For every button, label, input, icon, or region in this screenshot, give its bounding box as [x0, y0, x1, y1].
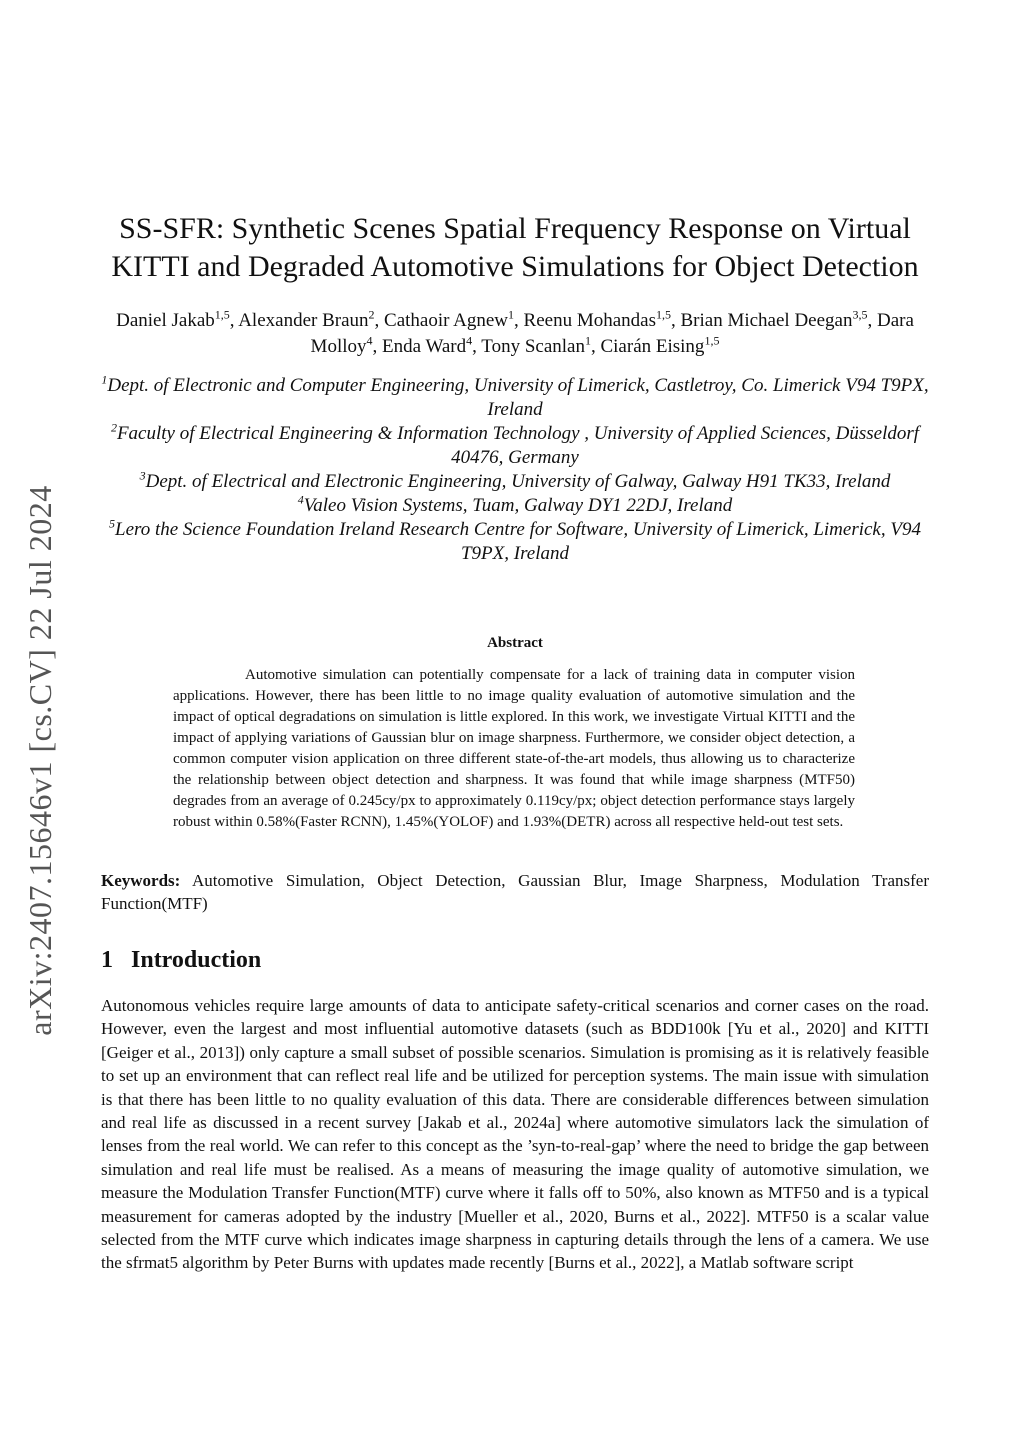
affiliation: $^1$Dept. of Electronic and Computer Engineering, University of Limerick, Castletroy, Co. Limerick V94 T9PX, Ireland — [101, 372, 929, 420]
author-list — [101, 308, 929, 360]
arxiv-sidebar-stamp — [16, 460, 64, 1060]
keywords-text: Automotive Simulation, Object Detection, Gaussian Blur, Image Sharpness, Modulation Transfer Function(MTF) — [101, 871, 929, 913]
author: Enda Ward$^4$, — [382, 333, 482, 357]
affiliation: $^3$Dept. of Electrical and Electronic Engineering, University of Galway, Galway H91 TK33, Ireland — [139, 468, 891, 492]
author: Alexander Braun$^2$, — [238, 307, 385, 331]
title-line-2: KITTI and Degraded Automotive Simulations for Object Detection — [111, 250, 919, 283]
author: Ciarán Eising$^{1,5}$ — [600, 333, 720, 357]
affiliation: $^4$Valeo Vision Systems, Tuam, Galway DY1 22DJ, Ireland — [297, 492, 733, 516]
keywords — [101, 869, 929, 915]
arxiv-identifier: arXiv:2407.15646v1 [cs.CV] 22 Jul 2024 — [21, 484, 58, 1036]
affiliation: $^5$Lero the Science Foundation Ireland Research Centre for Software, University of Limerick, Limerick, V94 T9PX, Ireland — [109, 516, 921, 564]
author: Tony Scanlan$^1$, — [481, 333, 601, 357]
author: Daniel Jakab$^{1,5}$, — [116, 307, 239, 331]
affiliation: $^2$Faculty of Electrical Engineering & Information Technology , University of Applied Sciences, Düsseldorf 40476, Germany — [110, 420, 920, 468]
author: Dara Molloy$^4$, — [310, 310, 914, 357]
abstract-body: Automotive simulation can potentially compensate for a lack of training data in computer vision applications. However, there has been little to no image quality evaluation of automotive simulation and the impact of optical degradations on simulation is little explored. In this work, we investigate Virtual KITTI and the impact of applying variations of Gaussian blur on image sharpness. Furthermore, we consider object detection, a common computer vision application on three different state-of-the-art models, thus allowing us to characterize the relationship between object detection and sharpness. It was found that while image sharpness (MTF50) degrades from an average of 0.245cy/px to approximately 0.119cy/px; object detection performance stays largely robust within 0.58%(Faster RCNN), 1.45%(YOLOF) and 1.93%(DETR) across all respective held-out test sets. — [173, 667, 855, 830]
section-heading — [101, 947, 261, 974]
section-title: Introduction — [131, 947, 262, 973]
title-line-1: SS-SFR: Synthetic Scenes Spatial Frequency Response on Virtual — [119, 212, 911, 245]
keywords-label: Keywords: — [101, 871, 181, 890]
section-number: 1 — [101, 947, 113, 973]
affiliation-list — [101, 374, 929, 566]
abstract-heading: Abstract — [487, 635, 543, 651]
author: Reenu Mohandas$^{1,5}$, — [523, 307, 681, 331]
author: Brian Michael Deegan$^{3,5}$, — [680, 307, 877, 331]
intro-paragraph: Autonomous vehicles require large amounts of data to anticipate safety-critical scenarios and corner cases on the road. However, even the largest and most influential automotive datasets (such as BDD100k [Yu et al., 2020] and KITTI [Geiger et al., 2013]) only capture a small subset of possible scenarios. Simulation is promising as it is relatively feasible to set up an environment that can reflect real life and be utilized for perception systems. The main issue with simulation is that there has been little to no quality evaluation of this data. There are considerable differences between simulation and real life as discussed in a recent survey [Jakab et al., 2024a] where automotive simulators lack the simulation of lenses from the real world. We can refer to this concept as the ’syn-to-real-gap’ where the need to bridge the gap between simulation and real life must be realised. As a means of measuring the image quality of automotive simulation, we measure the Modulation Transfer Function(MTF) curve where it falls off to 50%, also known as MTF50 and is a typical measurement for cameras adopted by the industry [Mueller et al., 2020, Burns et al., 2022]. MTF50 is a scalar value selected from the MTF curve which indicates image sharpness in capturing details through the lens of a camera. We use the sfrmat5 algorithm by Peter Burns with updates made recently [Burns et al., 2022], a Matlab software script — [101, 996, 929, 1273]
author: Cathaoir Agnew$^1$, — [384, 307, 524, 331]
paper-title — [101, 210, 929, 286]
